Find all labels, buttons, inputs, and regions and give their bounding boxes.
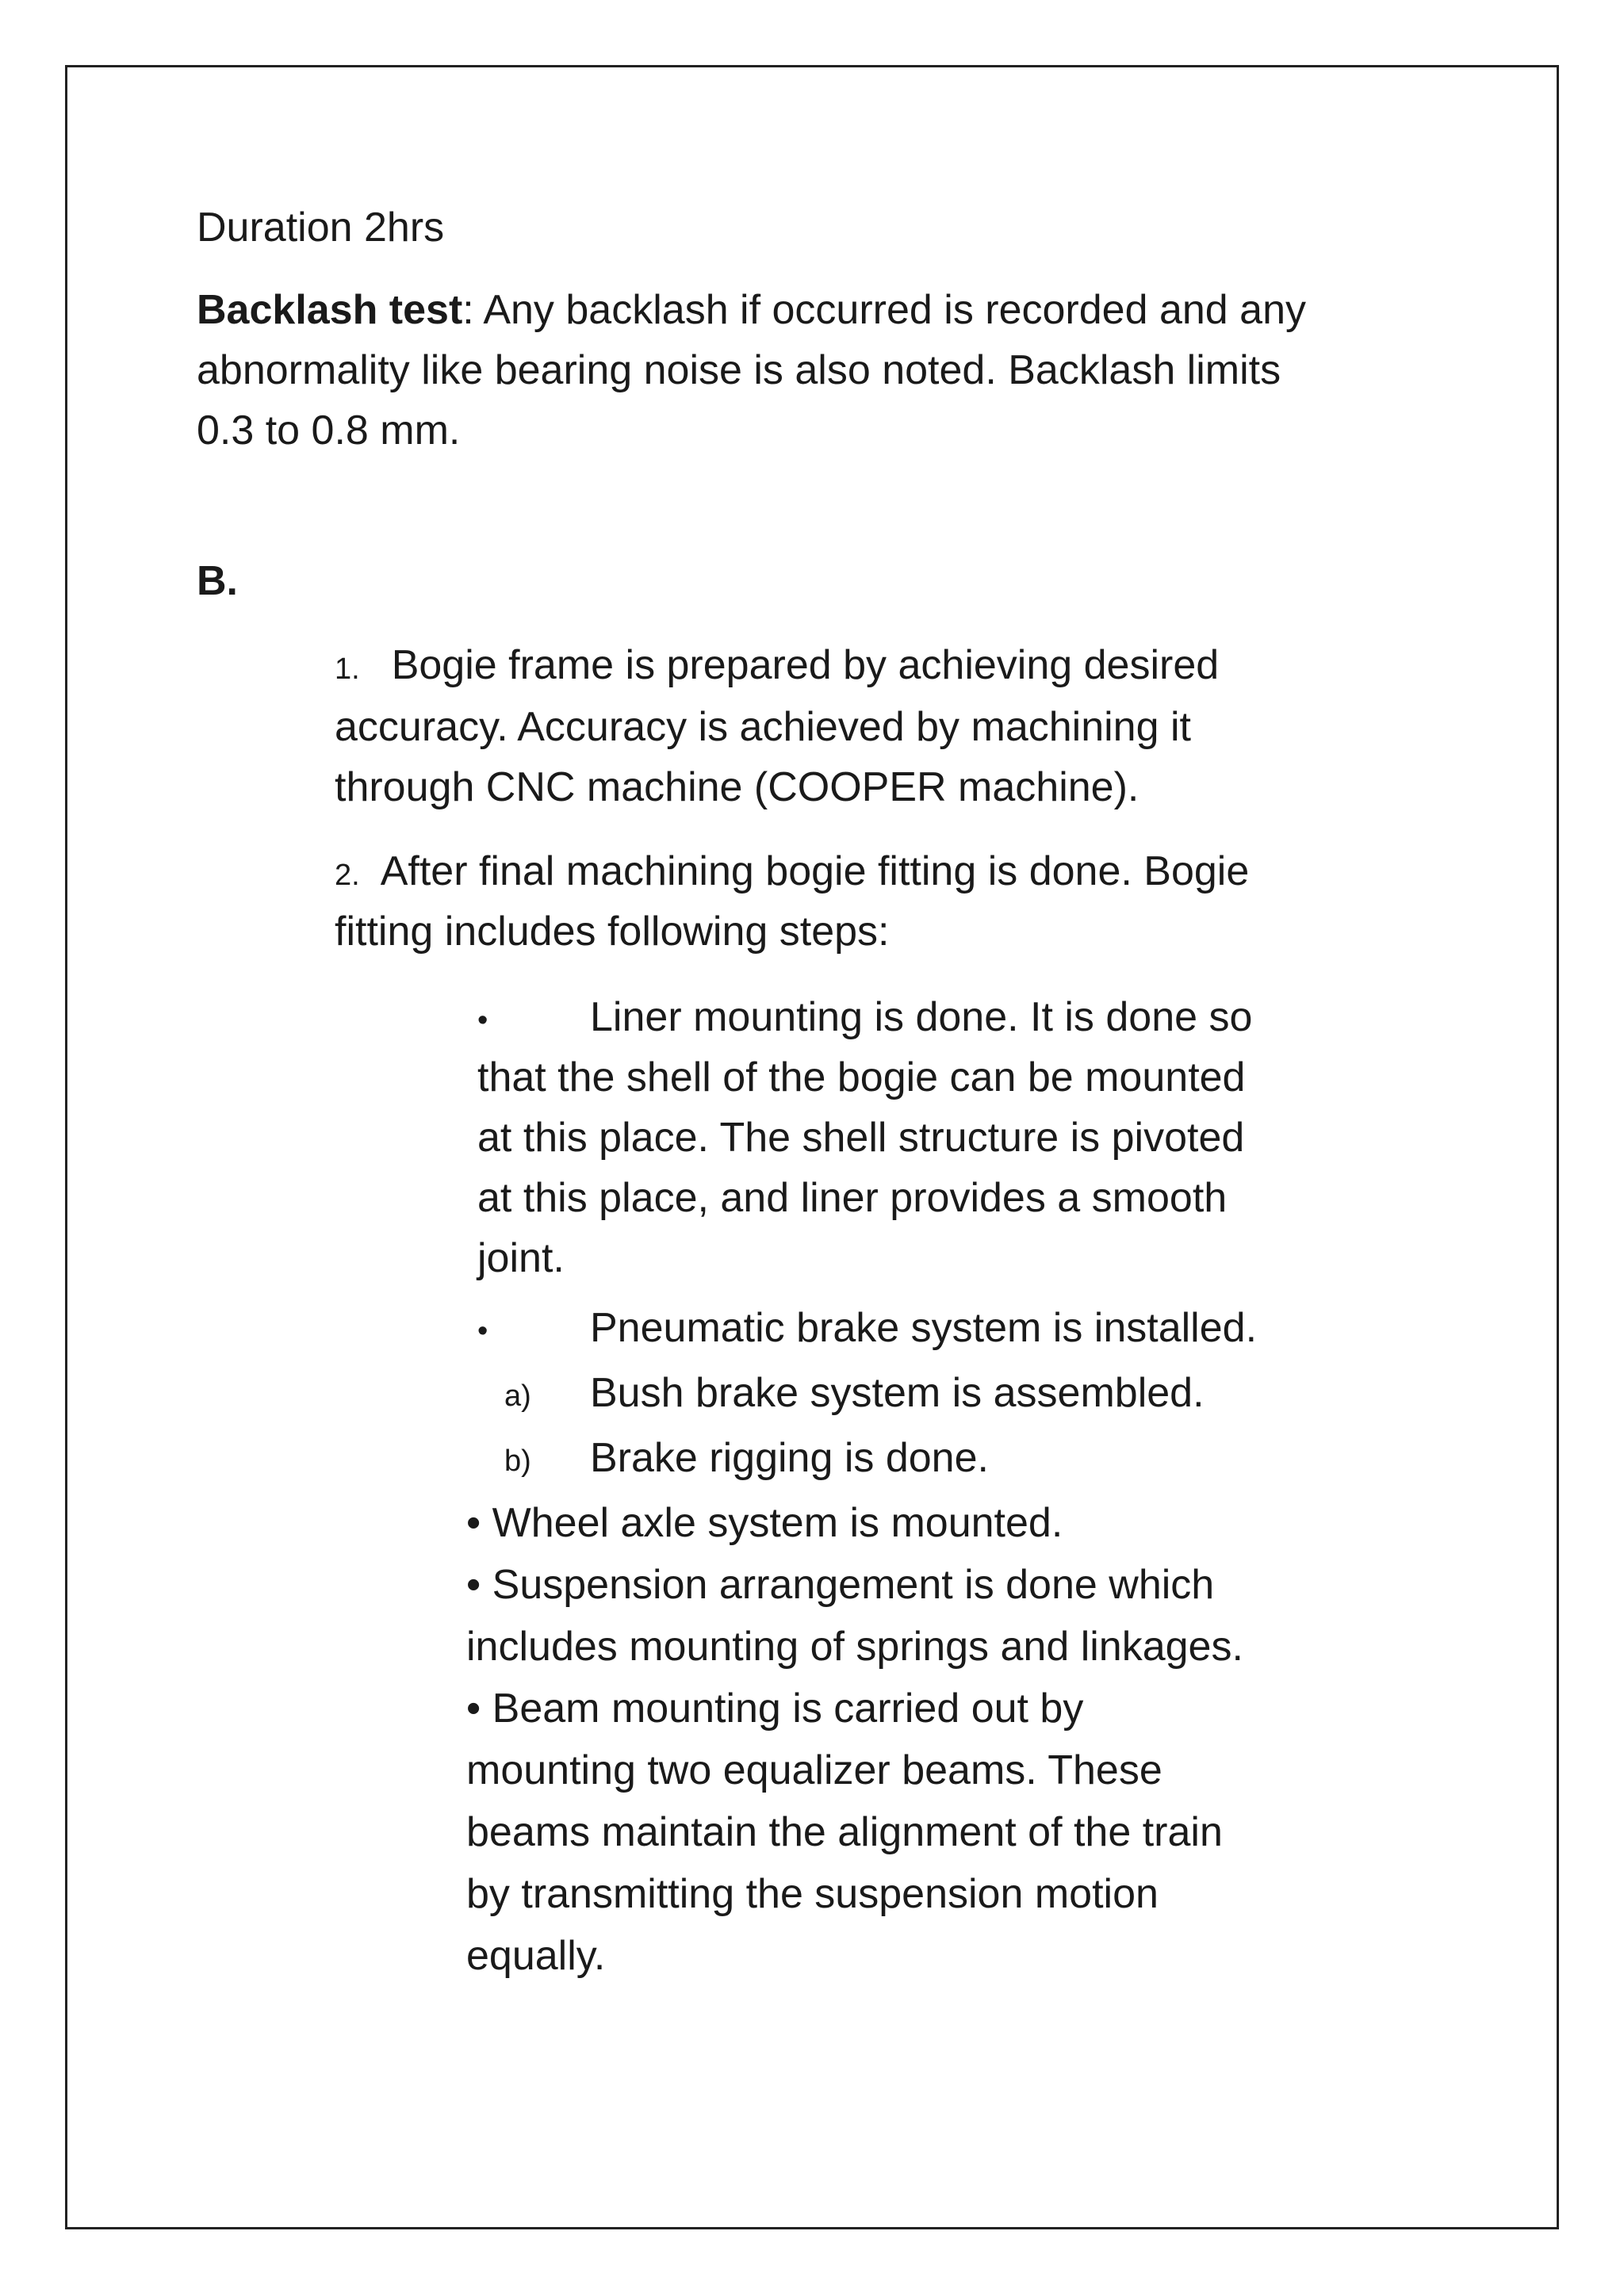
duration-line: Duration 2hrs	[197, 205, 445, 251]
wheel-axle-line: • Wheel axle system is mounted.	[466, 1500, 1063, 1546]
liner-line-1: Liner mounting is done. It is done so	[590, 994, 1253, 1040]
brake-bullet-marker: •	[477, 1314, 488, 1348]
backlash-line-2: abnormality like bearing noise is also noted. Backlash limits	[197, 347, 1281, 393]
beam-line-2: mounting two equalizer beams. These	[466, 1747, 1162, 1793]
numbered-item-1-marker: 1.	[335, 652, 360, 686]
sub-item-b-text: Brake rigging is done.	[590, 1435, 989, 1481]
sub-item-a-text: Bush brake system is assembled.	[590, 1370, 1205, 1416]
beam-line-3: beams maintain the alignment of the train	[466, 1809, 1223, 1855]
brake-line: Pneumatic brake system is installed.	[590, 1305, 1258, 1351]
backlash-colon: :	[462, 287, 474, 333]
backlash-text-1: Any backlash if occurred is recorded and any	[473, 287, 1306, 333]
numbered-item-1-line-2: accuracy. Accuracy is achieved by machining it	[335, 704, 1191, 750]
suspension-line-1: • Suspension arrangement is done which	[466, 1562, 1215, 1608]
backlash-line-1	[197, 279, 1306, 341]
numbered-item-1-text-1: Bogie frame is prepared by achieving desired	[391, 642, 1220, 688]
sub-item-b-marker: b)	[504, 1445, 531, 1478]
numbered-item-2-marker: 2.	[335, 859, 360, 892]
numbered-item-1-line-1	[335, 634, 1219, 700]
section-b-heading-text: B.	[197, 558, 238, 604]
sub-item-a-marker: a)	[504, 1380, 531, 1413]
beam-line-4: by transmitting the suspension motion	[466, 1871, 1159, 1917]
numbered-item-1-line-3: through CNC machine (COOPER machine).	[335, 764, 1139, 810]
liner-line-4: at this place, and liner provides a smooth	[477, 1175, 1228, 1221]
numbered-item-2-line-1	[335, 840, 1249, 906]
suspension-line-2: includes mounting of springs and linkages.	[466, 1624, 1243, 1670]
liner-line-2: that the shell of the bogie can be mounted	[477, 1054, 1246, 1100]
backlash-line-3: 0.3 to 0.8 mm.	[197, 408, 461, 453]
backlash-heading: Backlash test	[197, 287, 463, 333]
liner-line-5: joint.	[477, 1235, 565, 1281]
beam-line-1: • Beam mounting is carried out by	[466, 1686, 1084, 1732]
beam-line-5: equally.	[466, 1933, 606, 1979]
numbered-item-2-line-2: fitting includes following steps:	[335, 909, 890, 955]
liner-bullet-marker: •	[477, 1004, 488, 1037]
numbered-item-2-text-1: After final machining bogie fitting is done. Bogie	[380, 848, 1250, 894]
liner-line-3: at this place. The shell structure is pivoted	[477, 1115, 1245, 1161]
section-b-heading	[197, 550, 238, 612]
